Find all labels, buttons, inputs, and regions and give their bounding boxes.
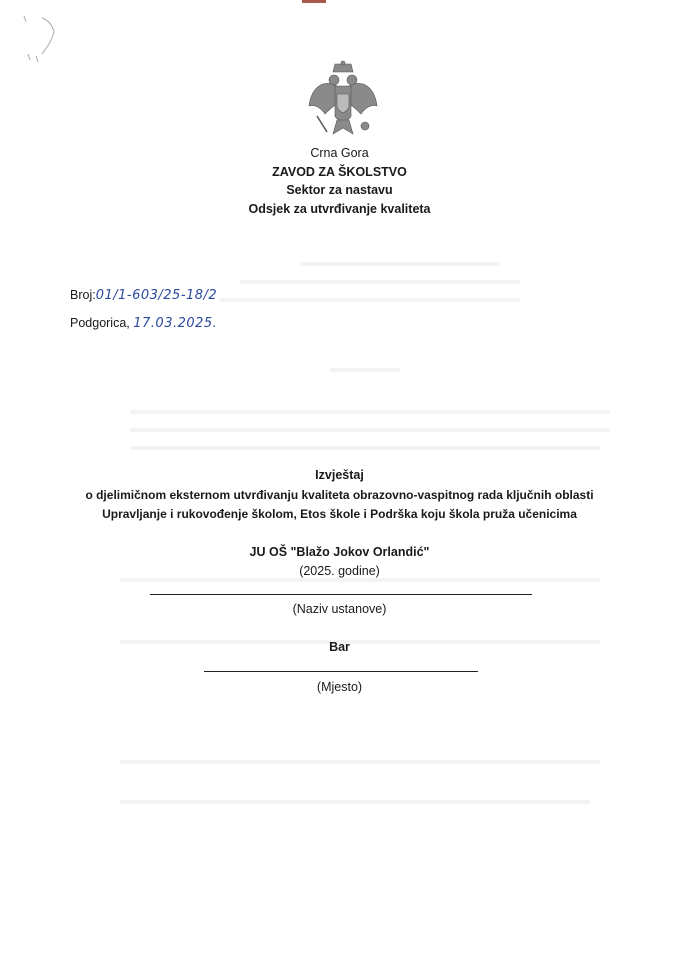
report-title: Izvještaj: [315, 468, 364, 482]
report-subtitle-line1: o djelimičnom eksternom utvrđivanju kvaliteta obrazovno-vaspitnog rada ključnih oblasti: [85, 488, 594, 502]
coat-of-arms-icon: [307, 60, 379, 142]
school-name: JU OŠ "Blažo Jokov Orlandić": [249, 545, 430, 559]
institution-underline: [150, 594, 532, 595]
top-edge-mark: [302, 0, 326, 3]
place-caption: (Mjesto): [316, 680, 363, 694]
header-institute: ZAVOD ZA ŠKOLSTVO: [272, 165, 407, 179]
reference-value: 01/1-603/25-18/2: [95, 288, 218, 303]
bleed-through: [330, 368, 400, 372]
bleed-through: [220, 298, 520, 302]
bleed-through: [240, 280, 520, 284]
bleed-through: [130, 428, 610, 432]
header-sector: Sektor za nastavu: [286, 183, 393, 197]
bleed-through: [130, 446, 600, 450]
margin-scribble-icon: [14, 10, 64, 65]
bleed-through: [300, 262, 500, 266]
place-label: Podgorica,: [70, 316, 130, 330]
bleed-through: [120, 760, 600, 764]
date-value: 17.03.2025.: [133, 316, 218, 331]
place-name: Bar: [329, 640, 350, 654]
place-underline: [204, 671, 478, 672]
reference-label: Broj:: [70, 288, 96, 302]
report-year: (2025. godine): [299, 564, 380, 578]
bleed-through: [120, 800, 590, 804]
place-date: [70, 316, 217, 331]
header-department: Odsjek za utvrđivanje kvaliteta: [248, 202, 431, 216]
bleed-through: [120, 578, 600, 582]
institution-caption: (Naziv ustanove): [292, 602, 387, 616]
bleed-through: [130, 410, 610, 414]
header-country: Crna Gora: [310, 146, 369, 160]
report-subtitle-line2: Upravljanje i rukovođenje školom, Etos škole i Podrška koju škola pruža učenicima: [102, 507, 577, 521]
reference-number: [70, 288, 217, 303]
